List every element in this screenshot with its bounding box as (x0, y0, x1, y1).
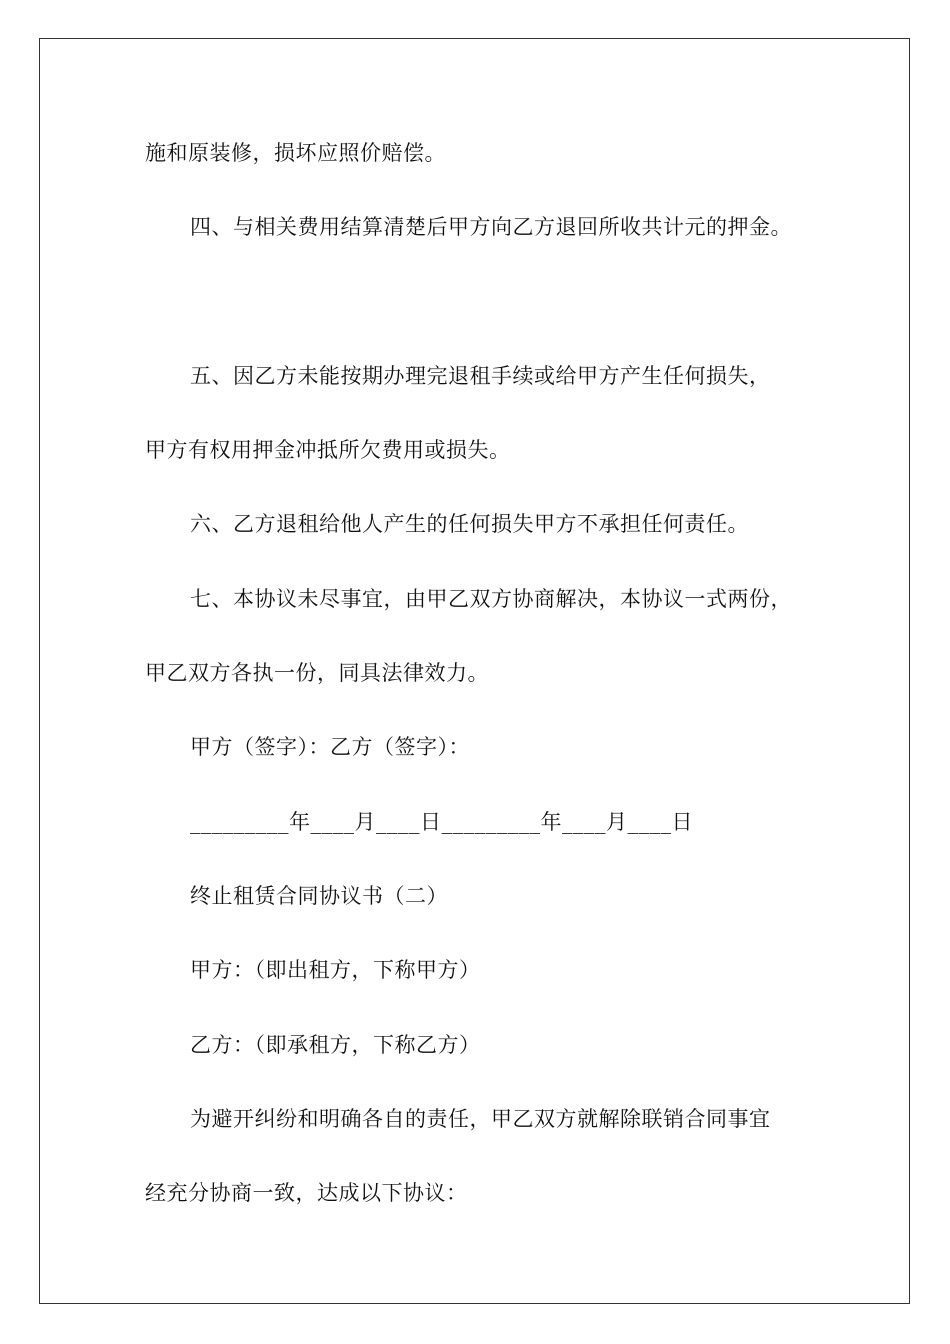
paragraph-line: 为避开纠纷和明确各自的责任，甲乙双方就解除联销合同事宜 (190, 1107, 771, 1131)
paragraph-line: 甲乙双方各执一份，同具法律效力。 (145, 661, 489, 685)
date-line: _________年____月____日_________年____月____日 (190, 810, 693, 834)
paragraph-line: 六、乙方退租给他人产生的任何损失甲方不承担任何责任。 (190, 512, 749, 536)
paragraph-line: 施和原装修，损坏应照价赔偿。 (145, 141, 446, 165)
party-a-line: 甲方：（即出租方，下称甲方） (190, 958, 481, 982)
party-b-line: 乙方：（即承租方，下称乙方） (190, 1033, 481, 1057)
paragraph-line: 七、本协议未尽事宜，由甲乙双方协商解决，本协议一式两份， (190, 587, 792, 611)
paragraph-line: 四、与相关费用结算清楚后甲方向乙方退回所收共计元的押金。 (190, 215, 792, 239)
section-title: 终止租赁合同协议书（二） (190, 884, 448, 908)
paragraph-line: 甲方有权用押金冲抵所欠费用或损失。 (145, 438, 511, 462)
paragraph-line: 经充分协商一致，达成以下协议： (145, 1181, 468, 1205)
signature-line: 甲方（签字）：乙方（签字）： (190, 735, 470, 759)
paragraph-line: 五、因乙方未能按期办理完退租手续或给甲方产生任何损失， (190, 364, 771, 388)
